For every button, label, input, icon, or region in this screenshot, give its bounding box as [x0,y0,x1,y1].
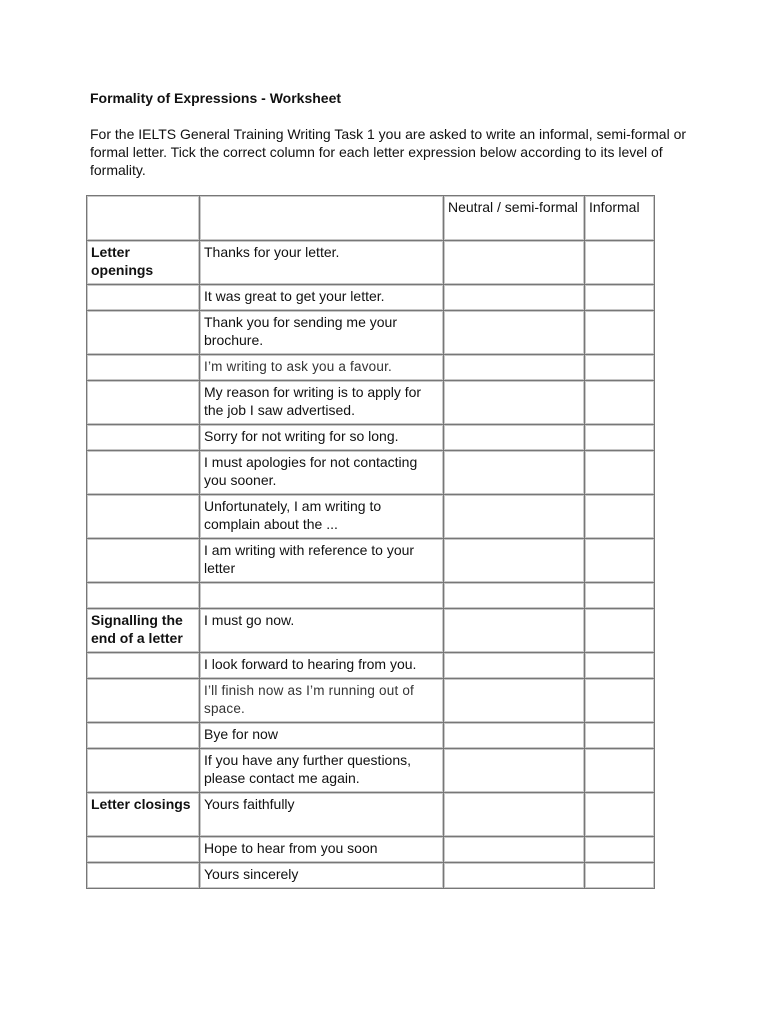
table-row [87,285,655,311]
category-cell [87,285,200,311]
expression-cell: Sorry for not writing for so long. [200,425,444,451]
expression-cell: I’m writing to ask you a favour. [200,355,444,381]
informal-tick-cell[interactable] [585,583,655,609]
formality-table [86,195,655,889]
expression-cell [200,583,444,609]
category-cell: Letter openings [87,241,200,285]
neutral-tick-cell[interactable] [444,863,585,889]
informal-tick-cell[interactable] [585,381,655,425]
table-row [87,793,655,837]
table-row [87,425,655,451]
header-cell-informal: Informal [585,196,655,241]
expression-cell: If you have any further questions, please contact me again. [200,749,444,793]
informal-tick-cell[interactable] [585,863,655,889]
category-cell [87,863,200,889]
informal-tick-cell[interactable] [585,285,655,311]
table-row [87,241,655,285]
expression-cell: I must apologies for not contacting you sooner. [200,451,444,495]
neutral-tick-cell[interactable] [444,241,585,285]
expression-cell: I’ll finish now as I’m running out of space. [200,679,444,723]
expression-cell: I am writing with reference to your letter [200,539,444,583]
informal-tick-cell[interactable] [585,679,655,723]
header-cell-neutral: Neutral / semi-formal [444,196,585,241]
category-cell [87,495,200,539]
category-cell: Signalling the end of a letter [87,609,200,653]
neutral-tick-cell[interactable] [444,583,585,609]
neutral-tick-cell[interactable] [444,495,585,539]
expression-cell: Thank you for sending me your brochure. [200,311,444,355]
informal-tick-cell[interactable] [585,723,655,749]
expression-cell: I must go now. [200,609,444,653]
header-row [87,196,655,241]
table-row [87,451,655,495]
expression-cell: Yours faithfully [200,793,444,837]
informal-tick-cell[interactable] [585,495,655,539]
expression-cell: It was great to get your letter. [200,285,444,311]
informal-tick-cell[interactable] [585,425,655,451]
category-cell [87,837,200,863]
neutral-tick-cell[interactable] [444,425,585,451]
table-row [87,381,655,425]
table-row [87,749,655,793]
category-cell [87,451,200,495]
category-cell [87,355,200,381]
header-cell-category [87,196,200,241]
table-row [87,355,655,381]
category-cell [87,653,200,679]
neutral-tick-cell[interactable] [444,539,585,583]
neutral-tick-cell[interactable] [444,311,585,355]
category-cell [87,749,200,793]
table-row [87,653,655,679]
informal-tick-cell[interactable] [585,793,655,837]
expression-cell: Thanks for your letter. [200,241,444,285]
neutral-tick-cell[interactable] [444,451,585,495]
table-row [87,583,655,609]
table-row [87,837,655,863]
neutral-tick-cell[interactable] [444,793,585,837]
informal-tick-cell[interactable] [585,539,655,583]
worksheet-title: Formality of Expressions - Worksheet [90,90,342,106]
neutral-tick-cell[interactable] [444,653,585,679]
expression-cell: My reason for writing is to apply for the job I saw advertised. [200,381,444,425]
expression-cell: Hope to hear from you soon [200,837,444,863]
expression-cell: Yours sincerely [200,863,444,889]
expression-cell: I look forward to hearing from you. [200,653,444,679]
category-cell [87,381,200,425]
header-cell-expression [200,196,444,241]
category-cell [87,723,200,749]
informal-tick-cell[interactable] [585,609,655,653]
table-row [87,609,655,653]
neutral-tick-cell[interactable] [444,285,585,311]
table-row [87,495,655,539]
informal-tick-cell[interactable] [585,451,655,495]
neutral-tick-cell[interactable] [444,723,585,749]
table-row [87,311,655,355]
informal-tick-cell[interactable] [585,749,655,793]
category-cell: Letter closings [87,793,200,837]
informal-tick-cell[interactable] [585,653,655,679]
neutral-tick-cell[interactable] [444,381,585,425]
neutral-tick-cell[interactable] [444,749,585,793]
informal-tick-cell[interactable] [585,241,655,285]
category-cell [87,583,200,609]
informal-tick-cell[interactable] [585,311,655,355]
expression-cell: Bye for now [200,723,444,749]
category-cell [87,425,200,451]
category-cell [87,539,200,583]
informal-tick-cell[interactable] [585,355,655,381]
table-row [87,679,655,723]
table-row [87,863,655,889]
expression-cell: Unfortunately, I am writing to complain about the ... [200,495,444,539]
neutral-tick-cell[interactable] [444,609,585,653]
neutral-tick-cell[interactable] [444,837,585,863]
informal-tick-cell[interactable] [585,837,655,863]
table-row [87,723,655,749]
neutral-tick-cell[interactable] [444,355,585,381]
category-cell [87,311,200,355]
neutral-tick-cell[interactable] [444,679,585,723]
category-cell [87,679,200,723]
table-row [87,539,655,583]
worksheet-intro: For the IELTS General Training Writing Task 1 you are asked to write an informal, semi-formal or formal letter. Tick the correct column for each letter expression below according to its level of formality. [90,126,687,178]
